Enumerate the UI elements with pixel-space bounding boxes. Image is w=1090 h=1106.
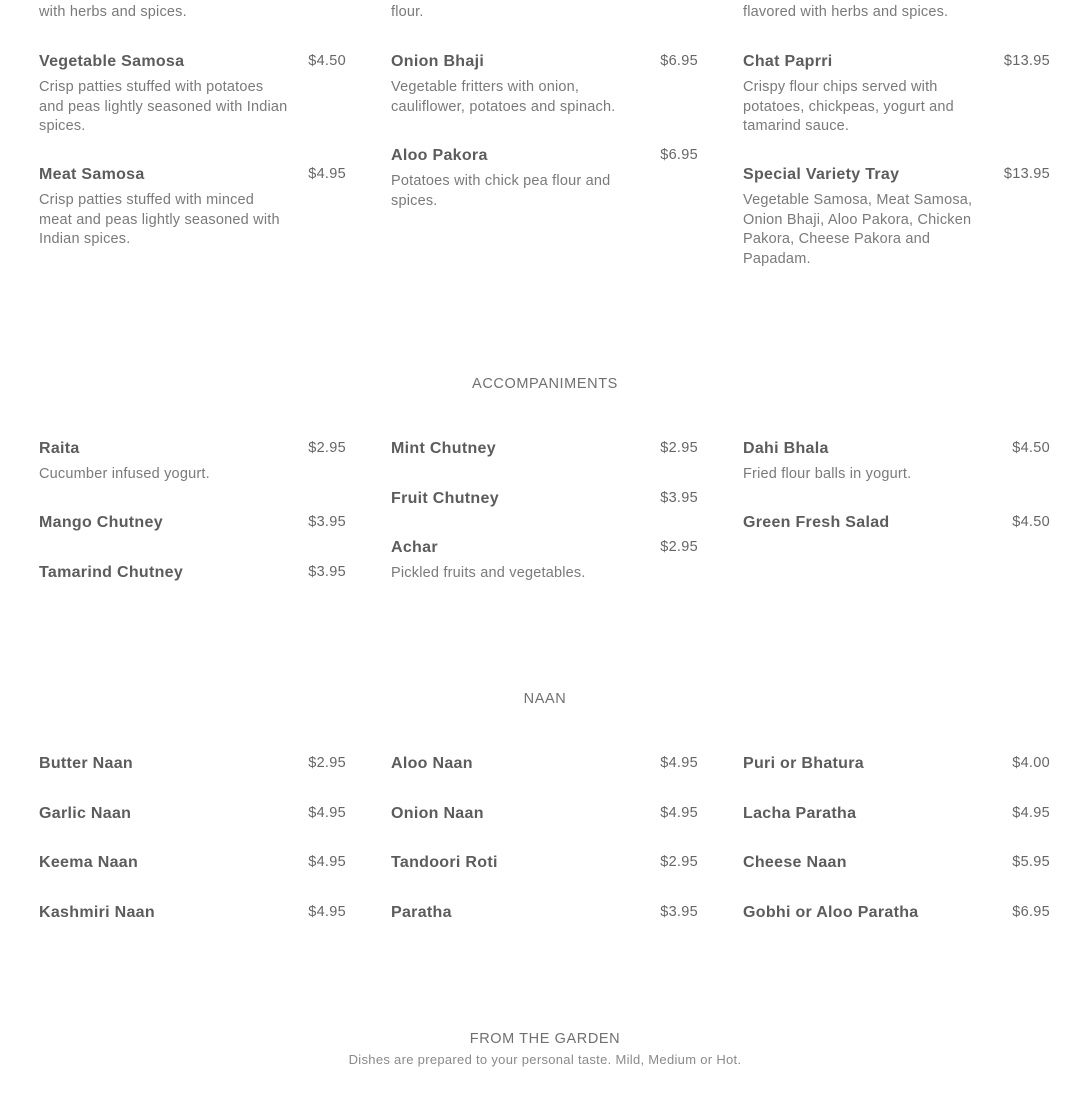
item-description: Vegetable fritters with onion, cauliflower, potatoes and spinach. [391, 79, 616, 115]
item-name: Onion Naan [391, 805, 484, 822]
section-subtitle-garden: Dishes are prepared to your personal taste. Mild, Medium or Hot. [348, 1052, 742, 1067]
item-price: $2.95 [308, 440, 346, 456]
item-name: Mango Chutney [39, 514, 163, 531]
item-price: $4.50 [1012, 440, 1050, 456]
menu-item [391, 854, 698, 874]
menu-item [743, 904, 1050, 924]
menu-item [743, 805, 1050, 825]
item-price: $6.95 [660, 53, 698, 69]
item-name: Tamarind Chutney [39, 564, 184, 581]
menu-item [39, 854, 346, 874]
menu-item [39, 53, 346, 137]
appetizer-fragment-col2: flour. [391, 4, 424, 20]
item-name: Raita [39, 440, 80, 457]
menu-item [743, 755, 1050, 775]
item-price: $4.95 [308, 805, 346, 821]
menu-item [39, 440, 346, 485]
item-price: $6.95 [660, 147, 698, 163]
item-price: $2.95 [660, 854, 698, 870]
appetizer-fragment-col3: flavored with herbs and spices. [743, 4, 949, 20]
item-description: Crisp patties stuffed with minced meat and peas lightly seasoned with Indian spices. [39, 192, 280, 247]
item-price: $5.95 [1012, 854, 1050, 870]
menu-item [39, 904, 346, 924]
item-name: Fruit Chutney [391, 490, 499, 507]
item-name: Paratha [391, 904, 452, 921]
item-name: Green Fresh Salad [743, 514, 890, 531]
item-description: Cucumber infused yogurt. [39, 466, 210, 482]
menu-item [391, 490, 698, 510]
menu-item [39, 564, 346, 584]
appetizer-fragment-col1: with herbs and spices. [39, 4, 187, 20]
item-name: Garlic Naan [39, 805, 132, 822]
item-name: Dahi Bhala [743, 440, 829, 457]
item-price: $4.50 [308, 53, 346, 69]
item-price: $3.95 [308, 514, 346, 530]
section-title-accompaniments: ACCOMPANIMENTS [472, 376, 618, 392]
menu-item [743, 514, 1050, 534]
item-price: $13.95 [1003, 166, 1050, 182]
menu-item [391, 539, 698, 584]
section-title-naan: NAAN [523, 691, 567, 707]
menu-item [743, 854, 1050, 874]
menu-item [743, 166, 1050, 269]
item-price: $4.00 [1012, 755, 1050, 771]
menu-item [39, 755, 346, 775]
item-description: Crisp patties stuffed with potatoes and peas lightly seasoned with Indian spices. [39, 79, 288, 134]
item-name: Kashmiri Naan [39, 904, 155, 921]
menu-item [39, 166, 346, 250]
item-name: Keema Naan [39, 854, 139, 871]
item-price: $3.95 [660, 490, 698, 506]
item-price: $4.95 [1012, 805, 1050, 821]
item-name: Achar [391, 539, 438, 556]
item-price: $3.95 [308, 564, 346, 580]
item-price: $4.95 [308, 854, 346, 870]
item-description: Potatoes with chick pea flour and spices. [391, 173, 611, 209]
item-price: $4.95 [660, 755, 698, 771]
item-price: $4.95 [660, 805, 698, 821]
item-name: Lacha Paratha [743, 805, 857, 822]
menu-item [391, 53, 698, 117]
item-price: $2.95 [308, 755, 346, 771]
item-name: Special Variety Tray [743, 166, 900, 183]
section-title-garden: FROM THE GARDEN [469, 1031, 621, 1047]
item-name: Puri or Bhatura [743, 755, 864, 772]
item-description: Crispy flour chips served with potatoes, chickpeas, yogurt and tamarind sauce. [743, 79, 954, 134]
menu-item [39, 805, 346, 825]
item-price: $13.95 [1003, 53, 1050, 69]
menu-item [391, 147, 698, 211]
item-name: Aloo Naan [391, 755, 473, 772]
item-price: $3.95 [660, 904, 698, 920]
item-description: Vegetable Samosa, Meat Samosa, Onion Bhaji, Aloo Pakora, Chicken Pakora, Cheese Pakora and Papadam. [743, 192, 973, 267]
menu-item [743, 440, 1050, 485]
item-name: Butter Naan [39, 755, 133, 772]
menu-item [391, 440, 698, 460]
item-name: Vegetable Samosa [39, 53, 185, 70]
item-price: $4.95 [308, 166, 346, 182]
item-name: Aloo Pakora [391, 147, 488, 164]
item-price: $4.95 [308, 904, 346, 920]
menu-item [39, 514, 346, 534]
item-description: Pickled fruits and vegetables. [391, 565, 586, 581]
menu-item [743, 53, 1050, 137]
item-name: Chat Paprri [743, 53, 833, 70]
item-price: $6.95 [1012, 904, 1050, 920]
item-description: Fried flour balls in yogurt. [743, 466, 912, 482]
item-name: Gobhi or Aloo Paratha [743, 904, 919, 921]
menu-item [391, 805, 698, 825]
item-name: Meat Samosa [39, 166, 145, 183]
item-price: $2.95 [660, 539, 698, 555]
item-name: Onion Bhaji [391, 53, 485, 70]
item-name: Tandoori Roti [391, 854, 498, 871]
menu-item [391, 755, 698, 775]
item-price: $2.95 [660, 440, 698, 456]
item-price: $4.50 [1012, 514, 1050, 530]
item-name: Cheese Naan [743, 854, 847, 871]
item-name: Mint Chutney [391, 440, 496, 457]
menu-item [391, 904, 698, 924]
